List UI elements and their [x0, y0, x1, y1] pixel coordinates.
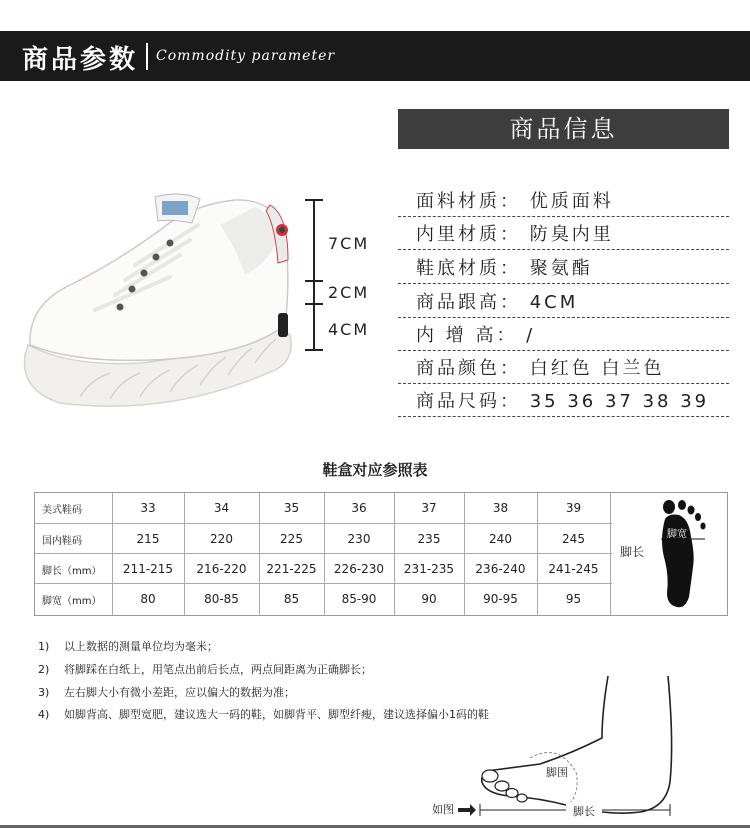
table-divider: [112, 493, 113, 615]
inner-height-label: 2CM: [328, 283, 370, 302]
height-ruler-tick-top: [305, 199, 323, 201]
info-row-text: 商品尺码： 35 36 37 38 39: [416, 391, 710, 412]
table-cell: 215: [136, 532, 160, 546]
foot-width-label: 脚宽: [667, 529, 687, 540]
note-text: 如脚背高、脚型宽肥，建议选大一码的鞋，如脚背平、脚型纤瘦，建议选择偏小1码的鞋: [64, 708, 489, 721]
info-row-text: 内 增 高： /: [416, 325, 536, 346]
table-divider: [259, 493, 260, 615]
banner-title: 商品参数: [22, 45, 139, 75]
table-divider: [464, 493, 465, 615]
table-cell: 225: [280, 532, 303, 546]
table-cell: 245: [562, 532, 585, 546]
table-cell: 38: [492, 501, 509, 515]
info-row-fabric: [398, 183, 729, 217]
height-ruler-line: [313, 199, 315, 350]
table-divider: [537, 493, 538, 615]
table-cell: 241-245: [548, 562, 599, 576]
info-row-text: 面料材质： 优质面料: [416, 191, 614, 212]
table-cell: 221-225: [266, 562, 317, 576]
note-text: 以上数据的测量单位均为毫米；: [64, 640, 218, 653]
note-line: [38, 684, 295, 700]
foot-length-label: 脚长: [619, 544, 644, 559]
info-row-sizes: [398, 383, 729, 417]
table-cell: 35: [283, 501, 300, 515]
row-label-foot-length: 脚长（mm）: [42, 565, 102, 577]
info-row-text: 鞋底材质： 聚氨酯: [416, 258, 593, 279]
table-cell: 90: [421, 592, 437, 606]
shoe-image: [20, 185, 300, 415]
footprint-icon: [655, 497, 721, 611]
banner-divider: [146, 43, 148, 70]
table-cell: 231-235: [403, 562, 455, 576]
size-table-title: 鞋盒对应参照表: [322, 461, 428, 479]
table-cell: 80: [140, 592, 156, 606]
table-cell: 85-90: [341, 592, 377, 606]
table-cell: 235: [417, 532, 441, 546]
info-row-sole: [398, 250, 729, 284]
table-cell: 236-240: [475, 562, 526, 576]
table-cell: 226-230: [333, 562, 385, 576]
table-divider: [35, 583, 612, 584]
info-row-text: 商品颜色： 白红色 白兰色: [416, 358, 665, 379]
table-cell: 37: [421, 501, 437, 515]
note-number: 4): [38, 708, 50, 721]
note-line: [38, 638, 218, 654]
foot-length-arrow-label: 脚长: [573, 805, 595, 818]
note-line: [38, 706, 489, 722]
table-cell: 95: [565, 592, 582, 606]
note-line: [38, 661, 372, 677]
table-cell: 85: [283, 592, 300, 606]
table-divider: [184, 493, 185, 615]
note-text: 将脚踩在白纸上，用笔点出前后长点，两点间距离为正确脚长；: [64, 663, 372, 676]
banner-subtitle: Commodity parameter: [156, 48, 336, 64]
figure-label: 如图: [432, 803, 454, 816]
table-divider: [610, 493, 611, 615]
row-label-cn-size: 国内鞋码: [42, 535, 82, 547]
table-cell: 36: [351, 501, 367, 515]
upper-height-label: 7CM: [328, 234, 370, 253]
note-number: 1): [38, 640, 50, 653]
table-cell: 240: [489, 532, 512, 546]
table-cell: 34: [213, 501, 230, 515]
foot-girth-label: 脚围: [546, 766, 568, 779]
row-label-foot-width: 脚宽（mm）: [42, 595, 102, 607]
size-table: [34, 492, 728, 616]
table-cell: 80-85: [204, 592, 239, 606]
note-number: 2): [38, 663, 50, 676]
foot-measure-drawing: [430, 672, 730, 828]
heel-height-label: 4CM: [328, 320, 370, 339]
table-cell: 216-220: [196, 562, 247, 576]
table-cell: 39: [565, 501, 582, 515]
info-row-text: 内里材质： 防臭内里: [416, 224, 614, 245]
height-ruler-tick-mid1: [305, 280, 323, 282]
table-divider: [35, 523, 612, 524]
height-ruler-tick-bottom: [305, 349, 323, 351]
table-divider: [394, 493, 395, 615]
section-banner: [0, 31, 750, 81]
info-header-title: 商品信息: [509, 115, 618, 143]
info-row-text: 商品跟高： 4CM: [416, 292, 579, 313]
info-row-inner-lift: [398, 317, 729, 351]
note-text: 左右脚大小有微小差距，应以偏大的数据为准；: [64, 686, 295, 699]
info-header: [398, 109, 729, 149]
height-ruler-tick-mid2: [305, 303, 323, 305]
table-cell: 90-95: [483, 592, 518, 606]
table-divider: [35, 553, 612, 554]
row-label-us-size: 美式鞋码: [42, 504, 82, 516]
table-cell: 33: [140, 501, 156, 515]
table-cell: 230: [347, 532, 371, 546]
info-row-lining: [398, 216, 729, 250]
info-row-heel-height: [398, 284, 729, 318]
table-cell: 211-215: [122, 562, 174, 576]
table-cell: 220: [210, 532, 233, 546]
table-divider: [324, 493, 325, 615]
note-number: 3): [38, 686, 50, 699]
info-row-colors: [398, 350, 729, 384]
